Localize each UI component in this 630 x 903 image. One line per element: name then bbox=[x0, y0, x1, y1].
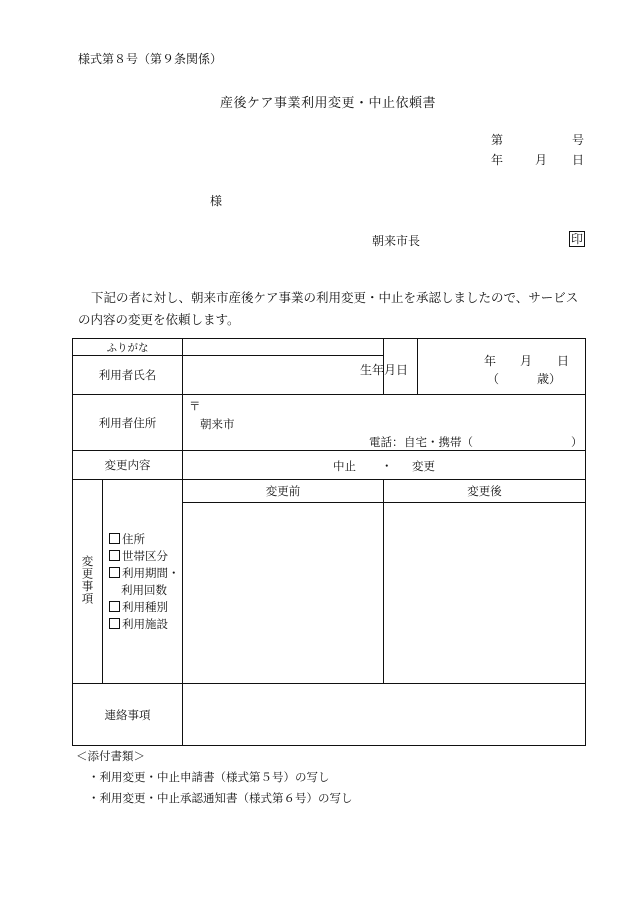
checklist-item-type[interactable]: 利用種別 bbox=[103, 599, 182, 616]
city-name: 朝来市 bbox=[200, 417, 235, 431]
date-year-label: 年 bbox=[491, 153, 504, 167]
form-number: 様式第８号（第９条関係） bbox=[78, 52, 223, 66]
option-separator: ・ bbox=[381, 459, 393, 473]
date-day-label: 日 bbox=[572, 153, 585, 167]
intro-text: 下記の者に対し、朝来市産後ケア事業の利用変更・中止を承認しましたので、サービスの内容の変更を依頼します。 bbox=[78, 290, 579, 327]
checklist-item-household[interactable]: 世帯区分 bbox=[103, 548, 182, 565]
addressee-honorific: 様 bbox=[210, 194, 223, 208]
after-field[interactable] bbox=[384, 503, 586, 684]
checklist-item-address[interactable]: 住所 bbox=[103, 531, 182, 548]
birth-year-label: 年 bbox=[484, 354, 497, 368]
attachment-item-2: ・利用変更・中止承認通知書（様式第６号）の写し bbox=[88, 791, 353, 805]
checkbox-icon[interactable] bbox=[109, 550, 120, 561]
address-field[interactable] bbox=[183, 395, 586, 451]
change-content-label: 変更内容 bbox=[73, 451, 183, 480]
postal-mark: 〒 bbox=[189, 399, 201, 413]
change-items-checklist bbox=[103, 480, 183, 684]
furigana-label: ふりがな bbox=[73, 339, 183, 356]
change-items-label: 変更事項 bbox=[80, 555, 95, 605]
seal-mark: 印 bbox=[571, 232, 584, 246]
change-items-label-cell bbox=[73, 480, 103, 684]
before-label: 変更前 bbox=[183, 480, 384, 503]
user-name-label: 利用者氏名 bbox=[73, 356, 183, 395]
checkbox-icon[interactable] bbox=[109, 567, 120, 578]
request-form-table bbox=[72, 338, 586, 746]
phone-label: 電話： bbox=[369, 435, 404, 449]
phone-types: 自宅・携帯（ bbox=[404, 435, 473, 449]
sender-name: 朝来市長 bbox=[372, 234, 421, 248]
checklist-item-count: 利用回数 bbox=[121, 582, 167, 597]
option-change[interactable]: 変更 bbox=[412, 459, 435, 473]
birth-day-label: 日 bbox=[557, 354, 570, 368]
date-month-label: 月 bbox=[535, 153, 548, 167]
contact-label: 連絡事項 bbox=[73, 684, 183, 746]
address-label: 利用者住所 bbox=[73, 395, 183, 451]
phone-close: ） bbox=[571, 435, 583, 449]
checkbox-icon[interactable] bbox=[109, 533, 120, 544]
checkbox-icon[interactable] bbox=[109, 601, 120, 612]
change-content-field[interactable] bbox=[183, 451, 586, 480]
age-close: 歳） bbox=[537, 372, 562, 386]
birthdate-label-text: 生年月日 bbox=[360, 363, 409, 377]
option-stop[interactable]: 中止 bbox=[333, 459, 356, 473]
checklist-item-facility[interactable]: 利用施設 bbox=[103, 616, 182, 633]
checkbox-icon[interactable] bbox=[109, 618, 120, 629]
checklist-item-period[interactable]: 利用期間・ bbox=[103, 565, 182, 582]
age-open: （ bbox=[487, 372, 500, 386]
doc-number-prefix: 第 bbox=[491, 133, 504, 147]
after-label: 変更後 bbox=[384, 480, 586, 503]
before-field[interactable] bbox=[183, 503, 384, 684]
doc-number-suffix: 号 bbox=[572, 133, 585, 147]
furigana-field[interactable] bbox=[183, 339, 384, 356]
attachment-item-1: ・利用変更・中止申請書（様式第５号）の写し bbox=[88, 770, 330, 784]
contact-field[interactable] bbox=[183, 684, 586, 746]
document-title: 産後ケア事業利用変更・中止依頼書 bbox=[220, 96, 437, 111]
birth-month-label: 月 bbox=[520, 354, 533, 368]
attachments-heading: ＜添付書類＞ bbox=[76, 749, 145, 763]
user-name-field[interactable] bbox=[183, 356, 384, 395]
